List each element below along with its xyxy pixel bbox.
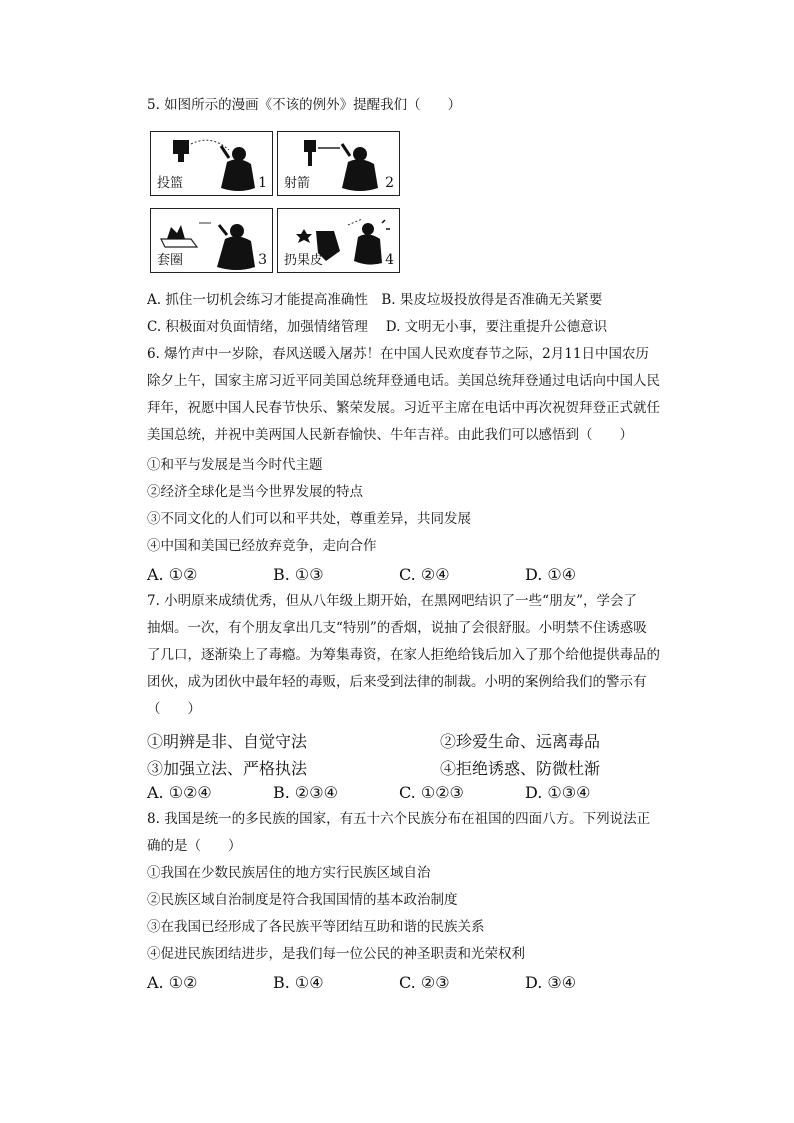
cartoon-panel-1 (150, 131, 273, 196)
q7-stem-line: 抽烟。一次，有个朋友拿出几支“特别”的香烟，说抽了会很舒服。小明禁不住诱惑吸 (147, 620, 647, 636)
q6-statement: ②经济全球化是当今世界发展的特点 (147, 484, 363, 500)
q5-option-row: A. 抓住一切机会练习才能提高准确性 B. 果皮垃圾投放得是否准确无关紧要 (147, 292, 603, 308)
panel-number: 4 (385, 252, 394, 268)
panel-number: 2 (385, 175, 394, 191)
cartoon-panel-4 (277, 208, 400, 273)
panel-caption: 套圈 (157, 253, 184, 268)
q7-choice-a: A. ①②④ (147, 783, 212, 802)
q8-statement: ②民族区域自治制度是符合我国国情的基本政治制度 (147, 892, 458, 908)
q6-statement: ③不同文化的人们可以和平共处，尊重差异，共同发展 (147, 511, 471, 527)
q6-choice-b: B. ①③ (273, 565, 324, 584)
q6-stem-line: 美国总统，并祝中美两国人民新春愉快、牛年吉祥。由此我们可以感悟到（ ） (147, 427, 633, 443)
panel-caption: 投篮 (157, 176, 184, 191)
q6-stem-line: 拜年，祝愿中国人民春节快乐、繁荣发展。习近平主席在电话中再次祝贺拜登正式就任 (147, 400, 660, 416)
q6-choice-a: A. ①② (147, 565, 198, 584)
cartoon-panel-2 (277, 131, 400, 196)
q8-choice-b: B. ①④ (273, 973, 324, 992)
panel-caption: 扔果皮 (284, 253, 324, 268)
q5-stem: 5. 如图所示的漫画《不该的例外》提醒我们（ ） (147, 97, 462, 113)
q7-choice-c: C. ①②③ (399, 783, 464, 802)
q6-stem-line: 除夕上午，国家主席习近平同美国总统拜登通电话。美国总统拜登通过电话向中国人民 (147, 373, 660, 389)
q8-stem-line: 8. 我国是统一的多民族的国家，有五十六个民族分布在祖国的四面八方。下列说法正 (147, 811, 651, 827)
q8-statement: ④促进民族团结进步，是我们每一位公民的神圣职责和光荣权利 (147, 946, 525, 962)
q6-choice-d: D. ①④ (525, 565, 577, 584)
q8-statement: ③在我国已经形成了各民族平等团结互助和谐的民族关系 (147, 919, 485, 935)
q8-stem-line: 确的是（ ） (147, 838, 242, 854)
q6-statement: ④中国和美国已经放弃竞争，走向合作 (147, 538, 377, 554)
q8-choice-c: C. ②③ (399, 973, 450, 992)
q7-item: ③加强立法、严格执法 (147, 759, 308, 778)
q6-choice-c: C. ②④ (399, 565, 450, 584)
q5-option-row: C. 积极面对负面情绪，加强情绪管理 D. 文明无小事，要注重提升公德意识 (147, 319, 608, 335)
q7-stem-line: （ ） (147, 701, 201, 717)
q8-choice-d: D. ③④ (525, 973, 577, 992)
q6-stem-line: 6. 爆竹声中一岁除，春风送暖入屠苏！在中国人民欢度春节之际，2月11日中国农历 (147, 346, 649, 362)
panel-caption: 射箭 (284, 176, 311, 191)
q7-choice-b: B. ②③④ (273, 783, 338, 802)
q7-stem-line: 7. 小明原来成绩优秀，但从八年级上期开始，在黑网吧结识了一些“朋友”，学会了 (147, 593, 637, 609)
q7-stem-line: 团伙，成为团伙中最年轻的毒贩，后来受到法律的制裁。小明的案例给我们的警示有 (147, 674, 647, 690)
panel-number: 3 (258, 252, 267, 268)
q8-choice-a: A. ①② (147, 973, 198, 992)
cartoon-panel-3 (150, 208, 273, 273)
q6-statement: ①和平与发展是当今时代主题 (147, 457, 323, 473)
q8-statement: ①我国在少数民族居住的地方实行民族区域自治 (147, 865, 431, 881)
panel-number: 1 (258, 175, 267, 191)
q7-choice-d: D. ①③④ (525, 783, 591, 802)
q7-stem-line: 了几口，逐渐染上了毒瘾。为筹集毒资，在家人拒绝给钱后加入了那个给他提供毒品的 (147, 647, 660, 663)
q7-item: ①明辨是非、自觉守法 (147, 732, 308, 751)
q7-item: ②珍爱生命、远离毒品 (440, 732, 601, 751)
q7-item: ④拒绝诱惑、防微杜渐 (440, 759, 601, 778)
